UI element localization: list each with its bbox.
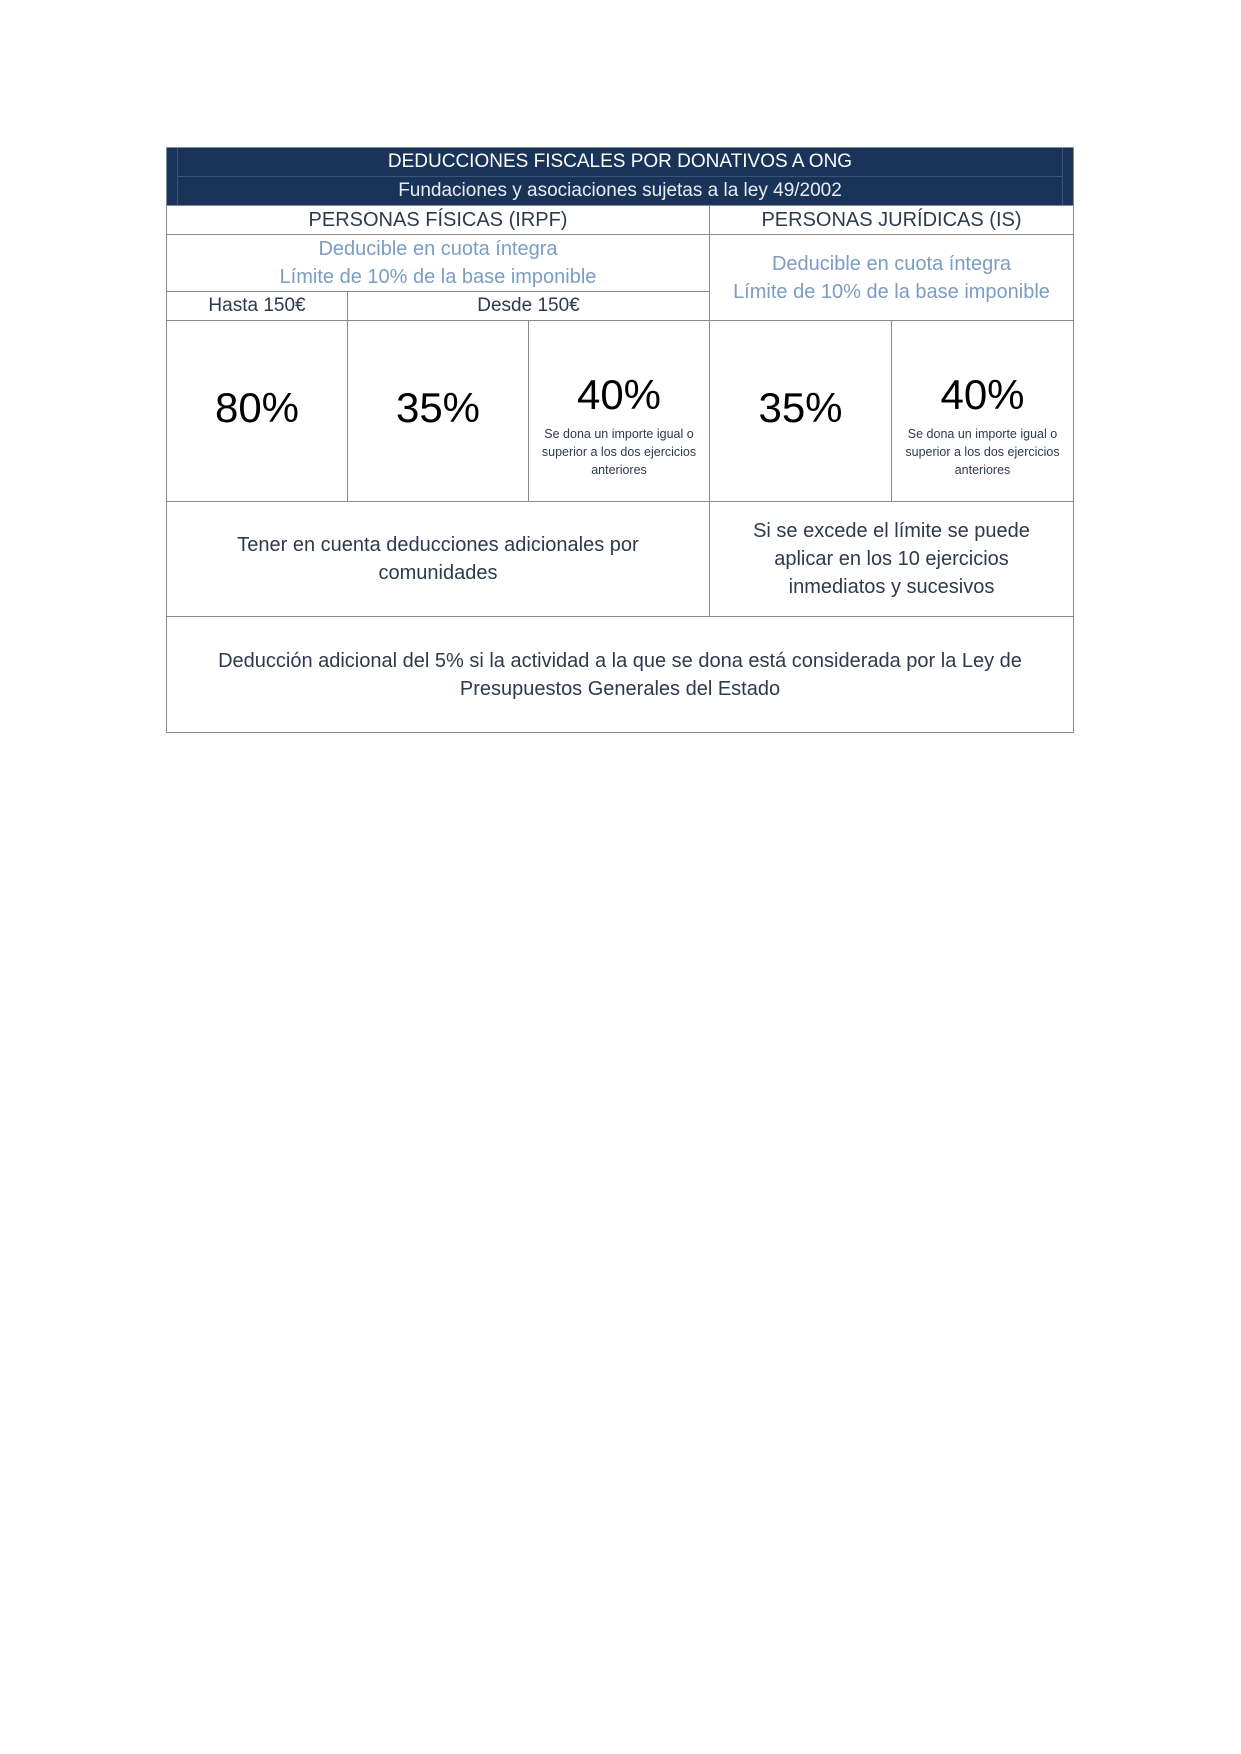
hasta-150-label: Hasta 150€ — [167, 292, 348, 321]
fisicas-additional-note: Tener en cuenta deducciones adicionales por comunidades — [167, 502, 710, 617]
pct-fisicas-recurrente-value: 40% — [576, 371, 662, 418]
juridicas-recurrente-note: Se dona un importe igual o superior a los dos ejercicios anteriores — [905, 427, 1060, 477]
personas-juridicas-heading: PERSONAS JURÍDICAS (IS) — [710, 206, 1074, 235]
pct-cell-hasta — [167, 321, 348, 502]
personas-fisicas-heading: PERSONAS FÍSICAS (IRPF) — [167, 206, 710, 235]
deducciones-table — [166, 147, 1074, 733]
table-subtitle: Fundaciones y asociaciones sujetas a la ley 49/2002 — [398, 180, 842, 201]
table-title: DEDUCCIONES FISCALES POR DONATIVOS A ONG — [178, 148, 1062, 177]
fisicas-limite: Límite de 10% de la base imponible — [279, 266, 597, 288]
table-header — [167, 148, 1074, 206]
juridicas-deducible: Deducible en cuota íntegra — [771, 252, 1012, 275]
pct-juridicas-recurrente-value: 40% — [940, 371, 1025, 418]
pct-desde-value: 35% — [395, 384, 481, 431]
juridicas-conditions — [710, 235, 1074, 321]
pct-juridicas-base-value: 35% — [758, 384, 843, 431]
pct-cell-juridicas-recurrente — [892, 321, 1074, 502]
desde-150-label: Desde 150€ — [348, 292, 710, 321]
fisicas-conditions — [167, 235, 710, 292]
pct-hasta-value: 80% — [214, 384, 300, 431]
footer-note: Deducción adicional del 5% si la actividad a la que se dona está considerada por la Ley de Presupuestos Generales del Estado — [167, 617, 1074, 733]
fisicas-recurrente-note: Se dona un importe igual o superior a los dos ejercicios anteriores — [541, 427, 697, 477]
pct-cell-fisicas-recurrente — [529, 321, 710, 502]
pct-cell-desde — [348, 321, 529, 502]
juridicas-additional-note: Si se excede el límite se puede aplicar en los 10 ejercicios inmediatos y sucesivos — [710, 502, 1074, 617]
juridicas-limite: Límite de 10% de la base imponible — [733, 280, 1050, 303]
pct-cell-juridicas-base — [710, 321, 892, 502]
fisicas-deducible: Deducible en cuota íntegra — [318, 238, 558, 260]
